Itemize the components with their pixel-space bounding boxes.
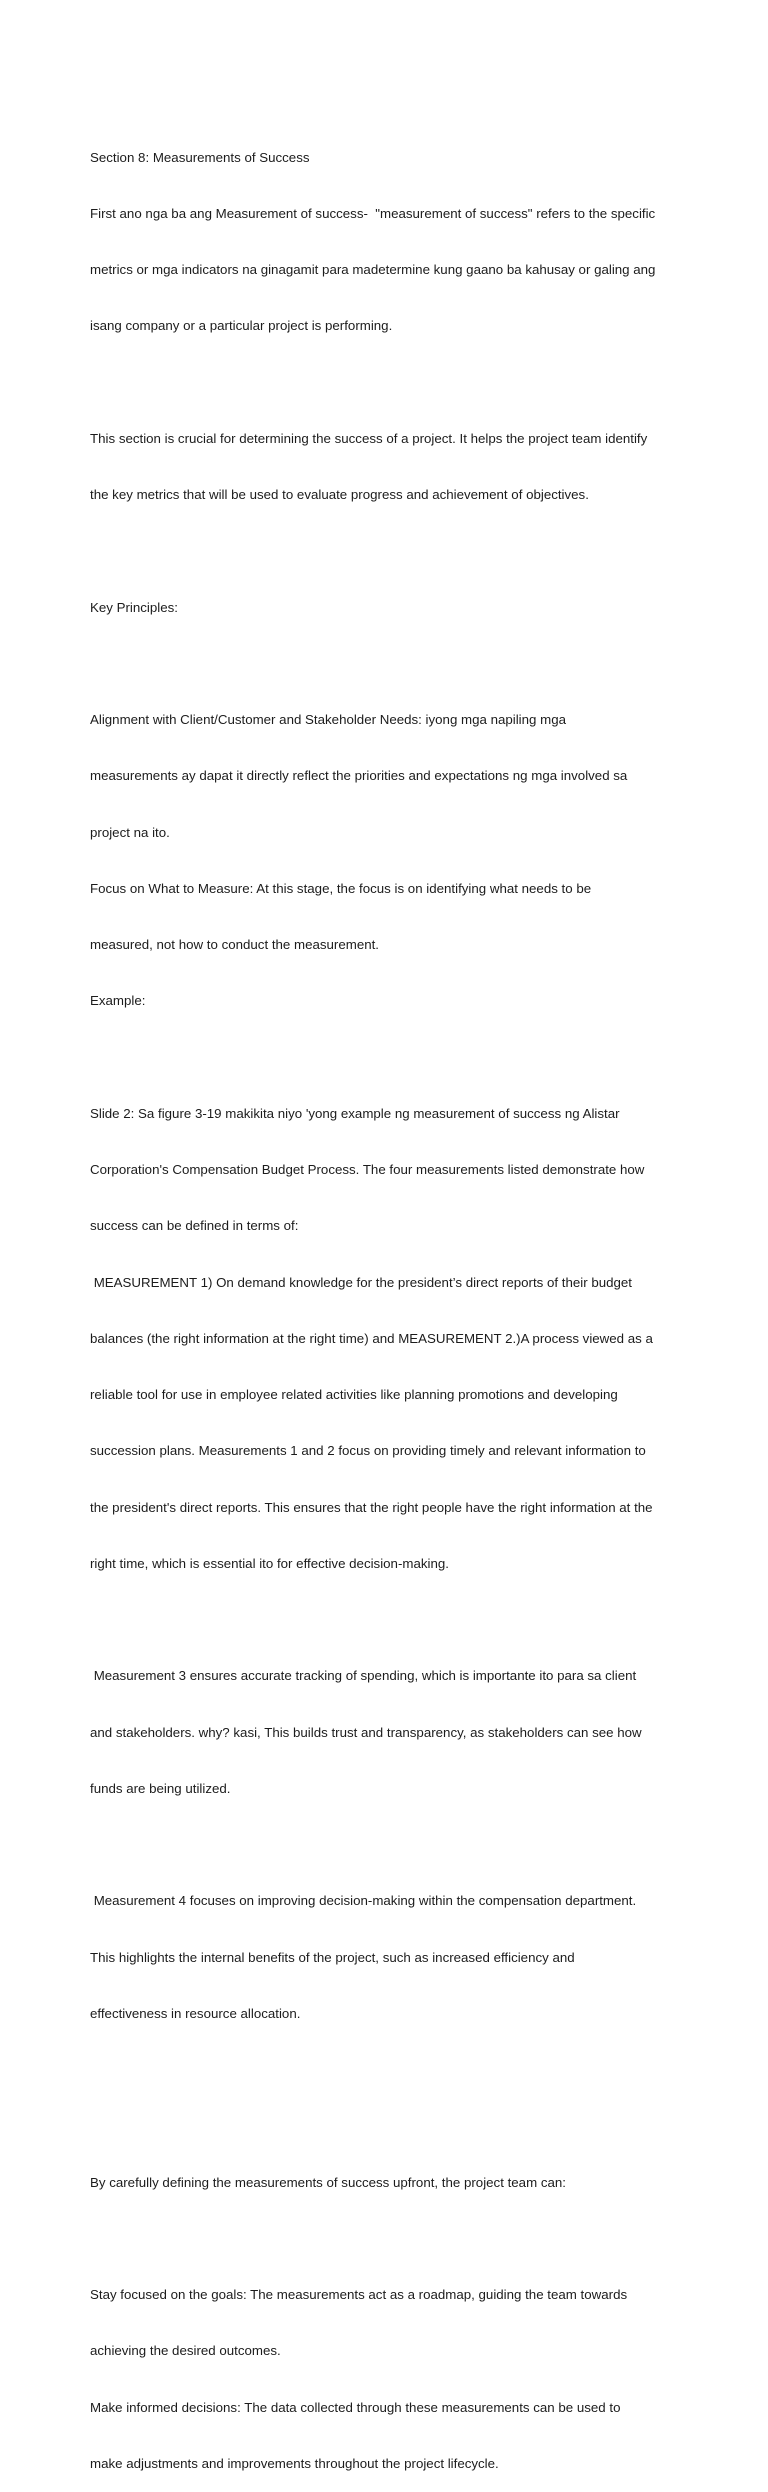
paragraph-line: succession plans. Measurements 1 and 2 focus on providing timely and relevant information to xyxy=(90,1443,646,1459)
paragraph-line: By carefully defining the measurements of success upfront, the project team can: xyxy=(90,2174,566,2190)
example-label: Example: xyxy=(90,993,146,1009)
paragraph-line: right time, which is essential ito for effective decision-making. xyxy=(90,1555,449,1571)
paragraph-line: First ano nga ba ang Measurement of success- "measurement of success" refers to the specific xyxy=(90,205,656,221)
paragraph-line: the key metrics that will be used to evaluate progress and achievement of objectives. xyxy=(90,487,589,502)
paragraph-line: Focus on What to Measure: At this stage, the focus is on identifying what needs to be xyxy=(90,880,592,896)
blank-line xyxy=(90,374,686,393)
document-page xyxy=(90,111,686,2492)
blank-line xyxy=(90,655,686,674)
blank-line xyxy=(90,1836,686,1855)
blank-line xyxy=(90,2117,686,2136)
paragraph-line: Measurement 4 focuses on improving decision-making within the compensation department. xyxy=(90,1893,637,1909)
paragraph-line: Measurement 3 ensures accurate tracking of spending, which is importante ito para sa client xyxy=(90,1668,637,1684)
paragraph-line: This highlights the internal benefits of the project, such as increased efficiency and xyxy=(90,1949,575,1965)
paragraph-line: Make informed decisions: The data collected through these measurements can be used to xyxy=(90,2399,621,2415)
paragraph-line: measured, not how to conduct the measurement. xyxy=(90,937,379,952)
paragraph-line: effectiveness in resource allocation. xyxy=(90,2005,301,2021)
paragraph-line: success can be defined in terms of: xyxy=(90,1218,299,1234)
paragraph-line: project na ito. xyxy=(90,824,170,840)
paragraph-line: balances (the right information at the right time) and MEASUREMENT 2.)A process viewed as a xyxy=(90,1330,653,1346)
paragraph-line: and stakeholders. why? kasi, This builds trust and transparency, as stakeholders can see how xyxy=(90,1724,642,1740)
paragraph-line: achieving the desired outcomes. xyxy=(90,2343,281,2359)
paragraph-line: Slide 2: Sa figure 3-19 makikita niyo 'yong example ng measurement of success ng Alistar xyxy=(90,1105,620,1121)
paragraph-line: reliable tool for use in employee related activities like planning promotions and developing xyxy=(90,1387,618,1402)
blank-line xyxy=(90,1611,686,1630)
paragraph-line: isang company or a particular project is performing. xyxy=(90,318,393,334)
paragraph-line: Stay focused on the goals: The measurements act as a roadmap, guiding the team towards xyxy=(90,2287,628,2302)
paragraph-line: make adjustments and improvements throughout the project lifecycle. xyxy=(90,2455,499,2471)
paragraph-line: This section is crucial for determining the success of a project. It helps the project team identify xyxy=(90,430,648,446)
blank-line xyxy=(90,2230,686,2249)
paragraph-line: funds are being utilized. xyxy=(90,1780,231,1796)
subheading-key-principles: Key Principles: xyxy=(90,599,178,615)
blank-line xyxy=(90,542,686,561)
blank-line xyxy=(90,2061,686,2080)
paragraph-line: Corporation's Compensation Budget Process. The four measurements listed demonstrate how xyxy=(90,1162,645,1177)
section-heading: Section 8: Measurements of Success xyxy=(90,149,310,165)
blank-line xyxy=(90,1049,686,1068)
paragraph-line: measurements ay dapat it directly reflect the priorities and expectations ng mga involved sa xyxy=(90,768,628,784)
paragraph-line: MEASUREMENT 1) On demand knowledge for the president’s direct reports of their budget xyxy=(90,1274,632,1290)
paragraph-line: metrics or mga indicators na ginagamit para madetermine kung gaano ba kahusay or galing ang xyxy=(90,262,656,277)
paragraph-line: the president's direct reports. This ensures that the right people have the right information at the xyxy=(90,1499,653,1515)
paragraph-line: Alignment with Client/Customer and Stakeholder Needs: iyong mga napiling mga xyxy=(90,712,566,727)
